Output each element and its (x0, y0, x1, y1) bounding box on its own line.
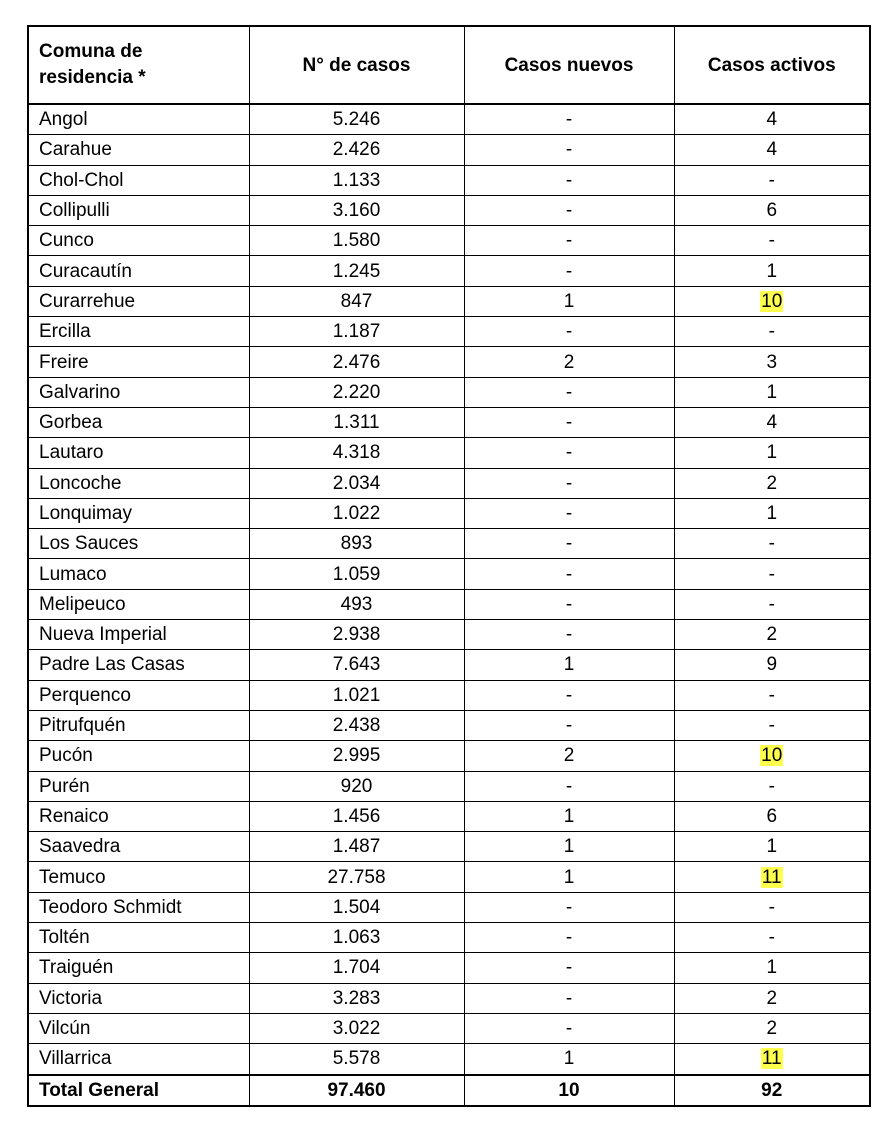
cell-comuna: Carahue (28, 135, 249, 165)
total-casos: 97.460 (249, 1075, 464, 1106)
header-comuna: Comuna de residencia * (28, 26, 249, 104)
highlighted-value: 10 (761, 745, 783, 767)
cell-casos: 2.995 (249, 741, 464, 771)
table-row (28, 983, 870, 1013)
cell-nuevos: - (464, 710, 674, 740)
cell-nuevos: - (464, 771, 674, 801)
cell-casos: 1.245 (249, 256, 464, 286)
cell-comuna: Ercilla (28, 317, 249, 347)
cell-casos: 5.246 (249, 104, 464, 135)
table-row (28, 862, 870, 892)
cell-nuevos: - (464, 407, 674, 437)
cell-casos: 893 (249, 529, 464, 559)
cell-activos: 1 (674, 832, 870, 862)
cell-nuevos: - (464, 195, 674, 225)
cell-activos: 2 (674, 983, 870, 1013)
cell-comuna: Saavedra (28, 832, 249, 862)
cell-activos: 6 (674, 801, 870, 831)
cell-comuna: Gorbea (28, 407, 249, 437)
table-row (28, 589, 870, 619)
cell-activos: 1 (674, 438, 870, 468)
cell-casos: 1.021 (249, 680, 464, 710)
cell-nuevos: - (464, 923, 674, 953)
table-row (28, 104, 870, 135)
cell-activos: - (674, 710, 870, 740)
cell-nuevos: - (464, 226, 674, 256)
cell-nuevos: - (464, 680, 674, 710)
cell-casos: 1.063 (249, 923, 464, 953)
cell-nuevos: - (464, 377, 674, 407)
cell-comuna: Temuco (28, 862, 249, 892)
cell-comuna: Freire (28, 347, 249, 377)
cell-nuevos: - (464, 317, 674, 347)
table-row (28, 1044, 870, 1075)
table-row (28, 317, 870, 347)
cell-comuna: Los Sauces (28, 529, 249, 559)
cell-comuna: Villarrica (28, 1044, 249, 1075)
cell-nuevos: - (464, 1013, 674, 1043)
cell-comuna: Angol (28, 104, 249, 135)
total-nuevos: 10 (464, 1075, 674, 1106)
cell-nuevos: - (464, 104, 674, 135)
cell-comuna: Pitrufquén (28, 710, 249, 740)
table-row (28, 620, 870, 650)
table-row (28, 498, 870, 528)
cell-casos: 847 (249, 286, 464, 316)
table-row (28, 135, 870, 165)
cell-comuna: Nueva Imperial (28, 620, 249, 650)
cell-nuevos: - (464, 468, 674, 498)
cell-casos: 1.022 (249, 498, 464, 528)
cell-nuevos: - (464, 892, 674, 922)
cell-comuna: Cunco (28, 226, 249, 256)
cell-casos: 2.426 (249, 135, 464, 165)
cell-comuna: Galvarino (28, 377, 249, 407)
cell-activos: 3 (674, 347, 870, 377)
cell-activos: - (674, 589, 870, 619)
cell-comuna: Curarrehue (28, 286, 249, 316)
cell-activos: 9 (674, 650, 870, 680)
cell-comuna: Chol-Chol (28, 165, 249, 195)
cell-nuevos: - (464, 529, 674, 559)
cell-activos: 1 (674, 498, 870, 528)
cell-nuevos: 1 (464, 862, 674, 892)
cell-nuevos: - (464, 438, 674, 468)
cell-casos: 1.187 (249, 317, 464, 347)
table-row (28, 953, 870, 983)
cell-activos: - (674, 680, 870, 710)
table-row (28, 438, 870, 468)
table-row (28, 286, 870, 316)
cell-comuna: Teodoro Schmidt (28, 892, 249, 922)
highlighted-value: 11 (761, 1048, 782, 1070)
cell-activos: - (674, 226, 870, 256)
cell-casos: 7.643 (249, 650, 464, 680)
total-activos: 92 (674, 1075, 870, 1106)
cell-activos: 4 (674, 407, 870, 437)
table-row (28, 226, 870, 256)
cell-casos: 1.456 (249, 801, 464, 831)
highlighted-value: 11 (761, 866, 782, 888)
cell-casos: 5.578 (249, 1044, 464, 1075)
cell-casos: 2.476 (249, 347, 464, 377)
table-row (28, 377, 870, 407)
table-row (28, 195, 870, 225)
table-row (28, 165, 870, 195)
table-row (28, 741, 870, 771)
cell-activos: 2 (674, 620, 870, 650)
table-row (28, 347, 870, 377)
cell-casos: 1.504 (249, 892, 464, 922)
cell-nuevos: - (464, 135, 674, 165)
cell-nuevos: - (464, 498, 674, 528)
cell-activos: - (674, 529, 870, 559)
total-row (28, 1075, 870, 1106)
table-row (28, 771, 870, 801)
table-row (28, 256, 870, 286)
cases-by-commune-table (27, 25, 871, 1107)
cell-comuna: Victoria (28, 983, 249, 1013)
header-activos: Casos activos (674, 26, 870, 104)
cell-activos (674, 862, 870, 892)
cell-comuna: Lonquimay (28, 498, 249, 528)
cell-activos: - (674, 559, 870, 589)
table-row (28, 468, 870, 498)
cell-nuevos: 1 (464, 286, 674, 316)
cell-nuevos: - (464, 256, 674, 286)
cell-casos: 920 (249, 771, 464, 801)
highlighted-value: 10 (761, 290, 783, 312)
cell-comuna: Toltén (28, 923, 249, 953)
cell-casos: 4.318 (249, 438, 464, 468)
cell-activos: 2 (674, 1013, 870, 1043)
cell-casos: 3.160 (249, 195, 464, 225)
cell-nuevos: 2 (464, 347, 674, 377)
cell-comuna: Loncoche (28, 468, 249, 498)
cell-nuevos: - (464, 559, 674, 589)
table-row (28, 559, 870, 589)
cell-casos: 2.034 (249, 468, 464, 498)
cell-casos: 1.059 (249, 559, 464, 589)
cell-comuna: Melipeuco (28, 589, 249, 619)
cell-comuna: Padre Las Casas (28, 650, 249, 680)
cell-activos: 6 (674, 195, 870, 225)
cell-nuevos: 2 (464, 741, 674, 771)
cell-comuna: Purén (28, 771, 249, 801)
table-body (28, 104, 870, 1106)
cell-activos: - (674, 317, 870, 347)
cell-activos: - (674, 923, 870, 953)
cell-comuna: Lumaco (28, 559, 249, 589)
table-row (28, 650, 870, 680)
cell-comuna: Collipulli (28, 195, 249, 225)
cell-activos (674, 1044, 870, 1075)
cell-casos: 493 (249, 589, 464, 619)
table-row (28, 923, 870, 953)
table-row (28, 680, 870, 710)
cell-comuna: Vilcún (28, 1013, 249, 1043)
table-row (28, 1013, 870, 1043)
cell-casos: 3.283 (249, 983, 464, 1013)
cell-nuevos: - (464, 165, 674, 195)
cell-comuna: Traiguén (28, 953, 249, 983)
cell-comuna: Renaico (28, 801, 249, 831)
cell-casos: 3.022 (249, 1013, 464, 1043)
cell-nuevos: 1 (464, 801, 674, 831)
table-header-row (28, 26, 870, 104)
cell-nuevos: - (464, 620, 674, 650)
cell-activos: - (674, 165, 870, 195)
cell-casos: 1.133 (249, 165, 464, 195)
table-row (28, 832, 870, 862)
cell-nuevos: 1 (464, 832, 674, 862)
table-row (28, 529, 870, 559)
cell-nuevos: - (464, 983, 674, 1013)
cell-comuna: Perquenco (28, 680, 249, 710)
header-nuevos: Casos nuevos (464, 26, 674, 104)
header-casos: N° de casos (249, 26, 464, 104)
cell-activos: - (674, 771, 870, 801)
cell-activos: 1 (674, 377, 870, 407)
cell-casos: 27.758 (249, 862, 464, 892)
cell-casos: 1.311 (249, 407, 464, 437)
cell-nuevos: - (464, 953, 674, 983)
cell-casos: 2.438 (249, 710, 464, 740)
cell-casos: 2.938 (249, 620, 464, 650)
cell-activos: 1 (674, 256, 870, 286)
table-row (28, 801, 870, 831)
cell-casos: 1.580 (249, 226, 464, 256)
cell-comuna: Lautaro (28, 438, 249, 468)
cell-activos: 4 (674, 104, 870, 135)
cell-comuna: Curacautín (28, 256, 249, 286)
cell-nuevos: - (464, 589, 674, 619)
cell-casos: 1.704 (249, 953, 464, 983)
cell-casos: 1.487 (249, 832, 464, 862)
cell-activos: 4 (674, 135, 870, 165)
total-comuna: Total General (28, 1075, 249, 1106)
table-row (28, 892, 870, 922)
cell-activos: - (674, 892, 870, 922)
cell-activos: 1 (674, 953, 870, 983)
cell-casos: 2.220 (249, 377, 464, 407)
table-row (28, 710, 870, 740)
cell-activos: 2 (674, 468, 870, 498)
cell-comuna: Pucón (28, 741, 249, 771)
cell-activos (674, 741, 870, 771)
cell-nuevos: 1 (464, 1044, 674, 1075)
table-row (28, 407, 870, 437)
cell-nuevos: 1 (464, 650, 674, 680)
cell-activos (674, 286, 870, 316)
